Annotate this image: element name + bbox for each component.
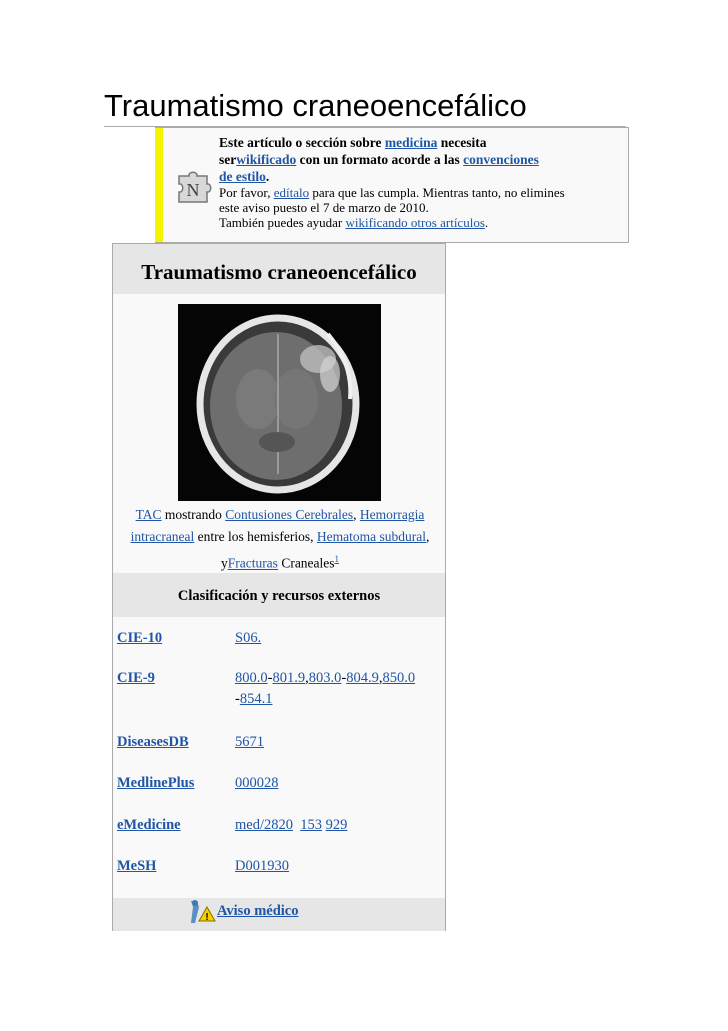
notice-text-part: ser — [219, 152, 237, 167]
notice-text-part: para que las cumpla. Mientras tanto, no elimines — [309, 185, 565, 200]
caption-text: , — [353, 507, 360, 522]
medical-warning-icon — [187, 899, 217, 925]
link-de-estilo[interactable]: de estilo — [219, 169, 266, 184]
wikify-notice — [155, 127, 629, 243]
row-value-link[interactable]: D001930 — [235, 858, 289, 874]
row-key-emedicine[interactable]: eMedicine — [117, 817, 181, 833]
row-value-link[interactable]: med/2820 — [235, 817, 293, 833]
row-value-link[interactable]: 000028 — [235, 775, 279, 791]
page-title: Traumatismo craneoencefálico — [104, 88, 527, 123]
row-value-link[interactable]: 929 — [325, 817, 348, 833]
caption-text: y — [220, 555, 228, 571]
image-caption — [115, 504, 445, 575]
notice-date-text: este aviso puesto el 7 de marzo de 2010. — [219, 200, 429, 215]
link-tac[interactable]: TAC — [135, 507, 162, 522]
reference-link[interactable]: 1 — [334, 554, 340, 564]
caption-text: entre los hemisferios, — [194, 529, 317, 544]
notice-text — [219, 134, 619, 230]
notice-text-part: Por favor, — [219, 185, 274, 200]
caption-text: Craneales — [277, 555, 335, 571]
aviso-medico-link[interactable]: Aviso médico — [217, 903, 299, 919]
notice-text-part: Este artículo o sección sobre — [219, 135, 385, 150]
notice-accent-bar — [155, 128, 163, 242]
link-hematoma[interactable]: Hematoma subdural — [316, 529, 427, 544]
row-value-link[interactable]: 153 — [300, 817, 322, 833]
row-key-diseasesdb[interactable]: DiseasesDB — [117, 734, 189, 750]
section-header: Clasificación y recursos externos — [113, 573, 445, 617]
row-value-link[interactable]: 800.0 — [235, 670, 268, 686]
row-key-mesh[interactable]: MeSH — [117, 858, 157, 874]
link-convenciones[interactable]: convenciones — [463, 152, 539, 167]
row-value-link[interactable]: S06. — [235, 630, 262, 646]
infobox-footer — [113, 898, 445, 931]
row-key-cie10[interactable]: CIE-10 — [117, 630, 163, 646]
link-editalo[interactable]: edítalo — [273, 185, 310, 200]
row-key-medlineplus[interactable]: MedlinePlus — [117, 775, 195, 791]
row-key-cie9[interactable]: CIE-9 — [117, 670, 155, 686]
link-fracturas[interactable]: Fracturas — [227, 555, 278, 571]
notice-text-part: necesita — [437, 135, 487, 150]
svg-text:!: ! — [205, 912, 209, 923]
puzzle-piece-icon — [171, 162, 217, 208]
row-value-link[interactable]: 5671 — [235, 734, 264, 750]
caption-text: , — [426, 529, 430, 544]
notice-text-part: . — [265, 169, 270, 184]
notice-text-part: con un formato acorde a las — [296, 152, 464, 167]
ct-scan-image[interactable] — [178, 304, 381, 501]
infobox: Traumatismo craneoencefálico TAC mostrando Contusiones Cerebrales, Hemorragia intracraneal entre los hemisferios, Hematoma subdural, yFracturas Craneales$^1$ Clasificación y recursos externos CIE-10 S06. CIE-9 800.0-801.9,803.0-804.9,850.0 -854.1 DiseasesDB 5671 MedlinePlus 000028 eMedicine med/2820 153 929 MeSH D001930 ! Aviso médico — [112, 243, 446, 931]
link-wikificado[interactable]: wikificado — [236, 152, 297, 167]
row-value-link[interactable]: 801.9 — [272, 670, 306, 686]
infobox-title: Traumatismo craneoencefálico — [113, 244, 445, 294]
row-value-link[interactable]: 850.0 — [382, 670, 416, 686]
link-medicina[interactable]: medicina — [384, 135, 438, 150]
notice-text-part: También puedes ayudar — [219, 215, 346, 230]
link-intracraneal[interactable]: intracraneal — [130, 529, 195, 544]
link-contusiones[interactable]: Contusiones Cerebrales — [225, 507, 354, 522]
row-value-link[interactable]: 803.0 — [308, 670, 342, 686]
row-value-link[interactable]: 804.9 — [346, 670, 379, 686]
notice-text-part: . — [484, 215, 489, 230]
row-value-link[interactable]: 854.1 — [239, 691, 273, 707]
caption-text: mostrando — [161, 507, 226, 522]
link-hemorragia[interactable]: Hemorragia — [359, 507, 425, 522]
link-wikificando[interactable]: wikificando otros artículos — [345, 215, 485, 230]
svg-text:N: N — [186, 180, 200, 200]
